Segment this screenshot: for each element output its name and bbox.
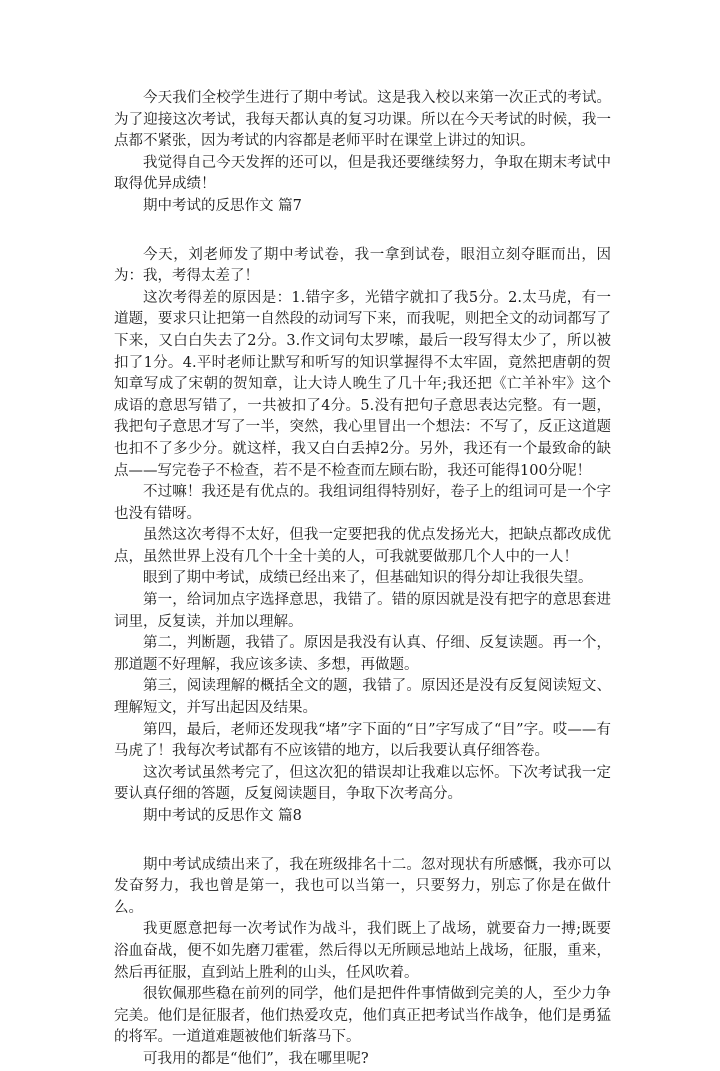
paragraph: 可我用的都是“他们”，我在哪里呢?	[143, 1050, 369, 1067]
paragraph: 第二，判断题，我错了。原因是我没有认真、仔细、反复读题。再一个，那道题不好理解，我应该多读、多想，再做题。	[114, 635, 611, 673]
paragraph: 第一，给词加点字选择意思，我错了。错的原因就是没有把字的意思套进词里，反复读，并加以理解。	[114, 592, 611, 630]
paragraph: 期中考试成绩出来了，我在班级排名十二。忽对现状有所感慨，我亦可以发奋努力，我也曾是第一，我也可以当第一，只要努力，别忘了你是在做什么。	[114, 856, 611, 916]
paragraph: 第四，最后，老师还发现我“堵”字下面的“日”字写成了“目”字。哎——有马虎了！我每次考试都有不应该错的地方，以后我要认真仔细答卷。	[114, 721, 611, 760]
section-heading-7: 期中考试的反思作文 篇7	[143, 197, 302, 214]
paragraph: 第三，阅读理解的概括全文的题，我错了。原因还是没有反复阅读短文、理解短文，并写出起因及结果。	[114, 678, 611, 717]
section-heading-8: 期中考试的反思作文 篇8	[143, 808, 302, 824]
document-page	[114, 88, 611, 1071]
paragraph: 不过嘛！我还是有优点的。我组词组得特别好，卷子上的组词可是一个字也没有错呀。	[114, 484, 611, 522]
paragraph: 眼到了期中考试，成绩已经出来了，但基础知识的得分却让我很失望。	[143, 570, 593, 587]
paragraph: 今天，刘老师发了期中考试卷，我一拿到试卷，眼泪立刻夺眶而出，因为：我，考得太差了！	[114, 246, 611, 285]
paragraph: 我更愿意把每一次考试作为战斗，我们既上了战场，就要奋力一搏;既要浴血奋战，便不如先磨刀霍霍，然后得以无所顾忌地站上战场，征服，重来，然后再征服，直到站上胜利的山头，任风吹着。	[114, 921, 611, 981]
paragraph: 这次考试虽然考完了，但这次犯的错误却让我难以忘怀。下次考试我一定要认真仔细的答题，反复阅读题目，争取下次考高分。	[114, 764, 611, 803]
paragraph: 很钦佩那些稳在前列的同学，他们是把件件事情做到完美的人，至少力争完美。他们是征服者，他们热爱攻克，他们真正把考试当作战争，他们是勇猛的将军。一道道难题被他们斩落马下。	[114, 986, 611, 1046]
paragraph: 我觉得自己今天发挥的还可以，但是我还要继续努力，争取在期末考试中取得优异成绩！	[114, 154, 611, 193]
paragraph: 今天我们全校学生进行了期中考试。这是我入校以来第一次正式的考试。为了迎接这次考试，我每天都认真的复习功课。所以在今天考试的时候，我一点都不紧张，因为考试的内容都是老师平时在课堂上讲过的知识。	[114, 90, 611, 150]
paragraph: 虽然这次考得不太好，但我一定要把我的优点发扬光大，把缺点都改成优点，虽然世界上没有几个十全十美的人，可我就要做那几个人中的一人！	[114, 527, 611, 565]
paragraph: 这次考得差的原因是：1.错字多，光错字就扣了我5分。2.太马虎，有一道题，要求只让把第一自然段的动词写下来，而我呢，则把全文的动词都写了下来，又白白失去了2分。3.作文词句太罗嗦，最后一段写得太少了，所以被扣了1分。4.平时老师让默写和听写的知识掌握得不太牢固，竟然把唐朝的贺知章写成了宋朝的贺知章，让大诗人晚生了几十年;我还把《亡羊补牢》这个成语的意思写错了，一共被扣了4分。5.没有把句子意思表达完整。有一题，我把句子意思才写了一半，突然，我心里冒出一个想法：不写了，反正这道题也扣不了多少分。就这样，我又白白丢掉2分。另外，我还有一个最致命的缺点——写完卷子不检查，若不是不检查而左顾右盼，我还可能得100分呢！	[114, 289, 611, 479]
